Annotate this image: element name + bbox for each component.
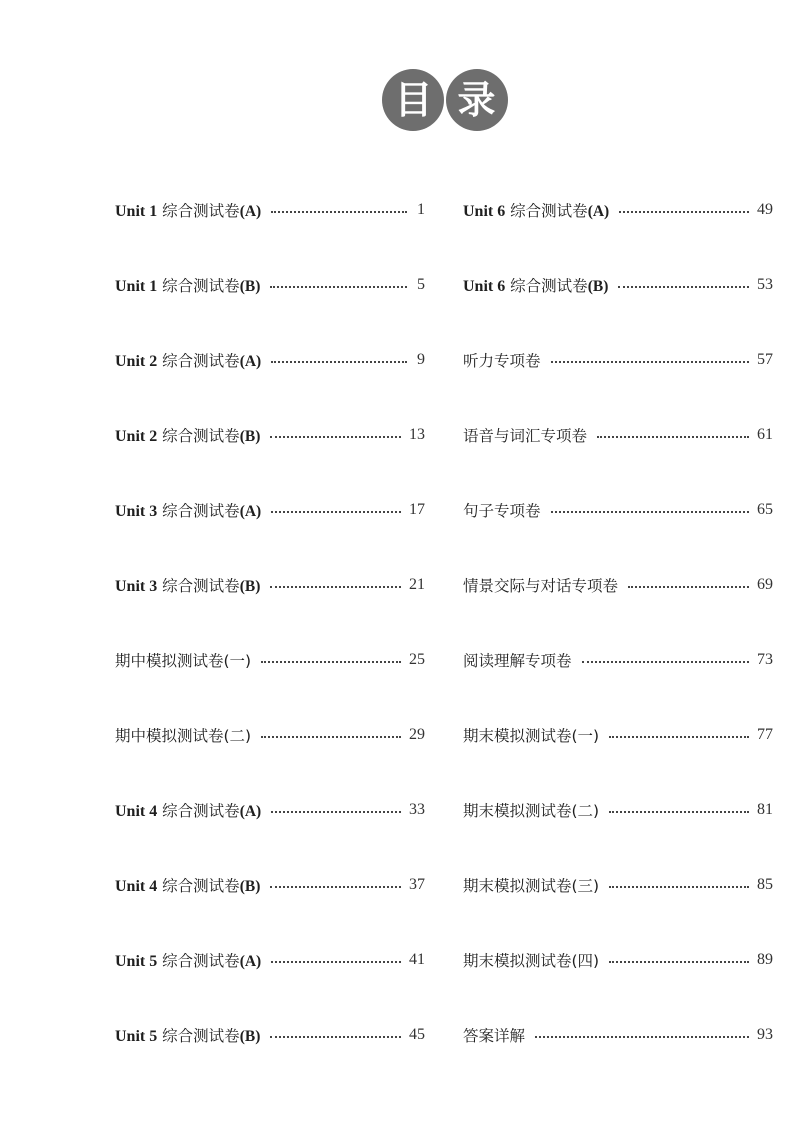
- toc-entry-title: [115, 949, 261, 971]
- toc-entry-name: 答案详解: [463, 1027, 526, 1045]
- toc-page-number: 49: [757, 201, 773, 218]
- toc-entry-title: [115, 799, 261, 821]
- toc-entry[interactable]: [115, 273, 425, 297]
- toc-page-number: 93: [757, 1026, 773, 1043]
- toc-dot-leader: [261, 661, 401, 663]
- toc-entry-title: [463, 274, 608, 296]
- toc-entry-title: [463, 574, 618, 596]
- toc-entry[interactable]: [115, 573, 425, 597]
- toc-dot-leader: [609, 811, 749, 813]
- toc-entry[interactable]: [115, 1023, 425, 1047]
- toc-entry-name: 期末模拟测试卷(一): [463, 727, 600, 745]
- toc-entry-name: 期末模拟测试卷(二): [463, 802, 600, 820]
- toc-entry[interactable]: [115, 798, 425, 822]
- toc-entry[interactable]: [463, 1023, 773, 1047]
- toc-dot-leader: [271, 361, 407, 363]
- toc-entry[interactable]: [463, 348, 773, 372]
- toc-entry[interactable]: [115, 648, 425, 672]
- toc-entry-unit: Unit 1: [115, 278, 158, 295]
- title-char-1: 目: [394, 78, 433, 122]
- toc-entry-name: 综合测试卷: [162, 952, 240, 970]
- toc-entry[interactable]: [463, 198, 773, 222]
- toc-entry-variant: (A): [239, 803, 262, 820]
- toc-dot-leader: [609, 961, 749, 963]
- toc-dot-leader: [597, 436, 749, 438]
- toc-entry[interactable]: [463, 873, 773, 897]
- toc-page-number: 13: [409, 426, 425, 443]
- toc-entry[interactable]: [463, 723, 773, 747]
- toc-entry-unit: Unit 5: [115, 1028, 158, 1045]
- toc-entry-variant: (B): [239, 428, 261, 445]
- toc-entry-title: [463, 649, 572, 671]
- toc-entry-unit: Unit 1: [115, 203, 158, 220]
- toc-title-badge: [382, 69, 508, 131]
- toc-dot-leader: [582, 661, 749, 663]
- toc-page-number: 41: [409, 951, 425, 968]
- toc-entry-name: 综合测试卷: [162, 352, 240, 370]
- toc-entry-title: [463, 349, 541, 371]
- toc-entry[interactable]: [463, 498, 773, 522]
- toc-entry-variant: (B): [239, 578, 261, 595]
- toc-entry-name: 综合测试卷: [510, 202, 588, 220]
- toc-page-number: 37: [409, 876, 425, 893]
- toc-entry-title: [115, 199, 261, 221]
- toc-entry-variant: (B): [587, 278, 609, 295]
- toc-entry-name: 综合测试卷: [162, 577, 240, 595]
- toc-dot-leader: [551, 511, 749, 513]
- toc-page-number: 25: [409, 651, 425, 668]
- toc-dot-leader: [609, 736, 749, 738]
- toc-entry[interactable]: [115, 723, 425, 747]
- toc-entry-title: [463, 424, 587, 446]
- toc-entry-title: [463, 499, 541, 521]
- toc-entry-unit: Unit 4: [115, 803, 158, 820]
- toc-entry-name: 期末模拟测试卷(三): [463, 877, 600, 895]
- toc-page-number: 61: [757, 426, 773, 443]
- toc-entry[interactable]: [463, 648, 773, 672]
- toc-dot-leader: [535, 1036, 749, 1038]
- toc-entry-name: 阅读理解专项卷: [463, 652, 572, 670]
- toc-page-number: 81: [757, 801, 773, 818]
- toc-entry-unit: Unit 4: [115, 878, 158, 895]
- toc-entry-title: [115, 274, 260, 296]
- toc-entry-title: [115, 874, 260, 896]
- toc-page-number: 17: [409, 501, 425, 518]
- toc-entry[interactable]: [463, 273, 773, 297]
- toc-dot-leader: [270, 436, 401, 438]
- toc-entry-title: [463, 874, 599, 896]
- toc-entry-variant: (A): [239, 203, 262, 220]
- toc-dot-leader: [271, 811, 401, 813]
- toc-entry[interactable]: [115, 873, 425, 897]
- toc-entry[interactable]: [115, 423, 425, 447]
- toc-dot-leader: [619, 211, 749, 213]
- toc-entry-unit: Unit 6: [463, 278, 506, 295]
- toc-entry-title: [463, 199, 609, 221]
- toc-entry-unit: Unit 2: [115, 428, 158, 445]
- toc-page-number: 33: [409, 801, 425, 818]
- toc-entry-title: [463, 724, 599, 746]
- toc-entry[interactable]: [463, 948, 773, 972]
- toc-entry-title: [463, 949, 599, 971]
- toc-dot-leader: [270, 886, 401, 888]
- toc-entry[interactable]: [463, 423, 773, 447]
- toc-entry-name: 综合测试卷: [162, 202, 240, 220]
- toc-entry-variant: (A): [239, 353, 262, 370]
- toc-entry-variant: (B): [239, 1028, 261, 1045]
- toc-entry-name: 综合测试卷: [510, 277, 588, 295]
- toc-entry-title: [115, 649, 251, 671]
- toc-entry-name: 期末模拟测试卷(四): [463, 952, 600, 970]
- toc-page-number: 69: [757, 576, 773, 593]
- toc-dot-leader: [270, 286, 407, 288]
- toc-entry-name: 期中模拟测试卷(一): [115, 652, 252, 670]
- toc-dot-leader: [270, 1036, 401, 1038]
- toc-entry-name: 情景交际与对话专项卷: [463, 577, 619, 595]
- toc-entry[interactable]: [115, 198, 425, 222]
- toc-dot-leader: [271, 961, 401, 963]
- toc-dot-leader: [618, 286, 749, 288]
- toc-entry-variant: (B): [239, 878, 261, 895]
- toc-entry-name: 综合测试卷: [162, 502, 240, 520]
- toc-entry-unit: Unit 5: [115, 953, 158, 970]
- toc-page-number: 9: [417, 351, 425, 368]
- toc-entry[interactable]: [463, 573, 773, 597]
- toc-page-number: 29: [409, 726, 425, 743]
- toc-entry-variant: (A): [239, 953, 262, 970]
- toc-entry-variant: (A): [239, 503, 262, 520]
- toc-entry-unit: Unit 3: [115, 503, 158, 520]
- toc-page-number: 73: [757, 651, 773, 668]
- toc-page-number: 85: [757, 876, 773, 893]
- toc-title: [382, 69, 508, 131]
- toc-page-number: 57: [757, 351, 773, 368]
- title-char-2: 录: [457, 78, 496, 122]
- toc-entry-title: [115, 1024, 260, 1046]
- toc-page-number: 77: [757, 726, 773, 743]
- toc-entry-name: 综合测试卷: [162, 802, 240, 820]
- toc-dot-leader: [551, 361, 749, 363]
- toc-page-number: 5: [417, 276, 425, 293]
- toc-page-number: 89: [757, 951, 773, 968]
- toc-entry-name: 句子专项卷: [463, 502, 541, 520]
- toc-entry-name: 听力专项卷: [463, 352, 541, 370]
- toc-entry[interactable]: [115, 498, 425, 522]
- toc-entry[interactable]: [115, 948, 425, 972]
- toc-dot-leader: [270, 586, 401, 588]
- toc-entry-name: 综合测试卷: [162, 277, 240, 295]
- toc-entry-title: [115, 499, 261, 521]
- toc-entry-variant: (A): [587, 203, 610, 220]
- toc-entry-name: 综合测试卷: [162, 427, 240, 445]
- toc-entry[interactable]: [463, 798, 773, 822]
- toc-entry-name: 综合测试卷: [162, 877, 240, 895]
- toc-entry-title: [115, 724, 251, 746]
- toc-entry[interactable]: [115, 348, 425, 372]
- toc-dot-leader: [628, 586, 749, 588]
- toc-entry-name: 语音与词汇专项卷: [463, 427, 588, 445]
- toc-page-number: 45: [409, 1026, 425, 1043]
- toc-entry-title: [463, 1024, 525, 1046]
- toc-entry-title: [463, 799, 599, 821]
- toc-entry-unit: Unit 3: [115, 578, 158, 595]
- toc-page-number: 53: [757, 276, 773, 293]
- toc-page-number: 65: [757, 501, 773, 518]
- toc-dot-leader: [609, 886, 749, 888]
- toc-entry-unit: Unit 6: [463, 203, 506, 220]
- toc-dot-leader: [261, 736, 401, 738]
- toc-dot-leader: [271, 211, 407, 213]
- toc-entry-name: 综合测试卷: [162, 1027, 240, 1045]
- toc-page-number: 1: [417, 201, 425, 218]
- toc-dot-leader: [271, 511, 401, 513]
- toc-entry-name: 期中模拟测试卷(二): [115, 727, 252, 745]
- toc-page-number: 21: [409, 576, 425, 593]
- toc-entry-variant: (B): [239, 278, 261, 295]
- toc-entry-title: [115, 349, 261, 371]
- toc-entry-unit: Unit 2: [115, 353, 158, 370]
- toc-entry-title: [115, 574, 260, 596]
- toc-entry-title: [115, 424, 260, 446]
